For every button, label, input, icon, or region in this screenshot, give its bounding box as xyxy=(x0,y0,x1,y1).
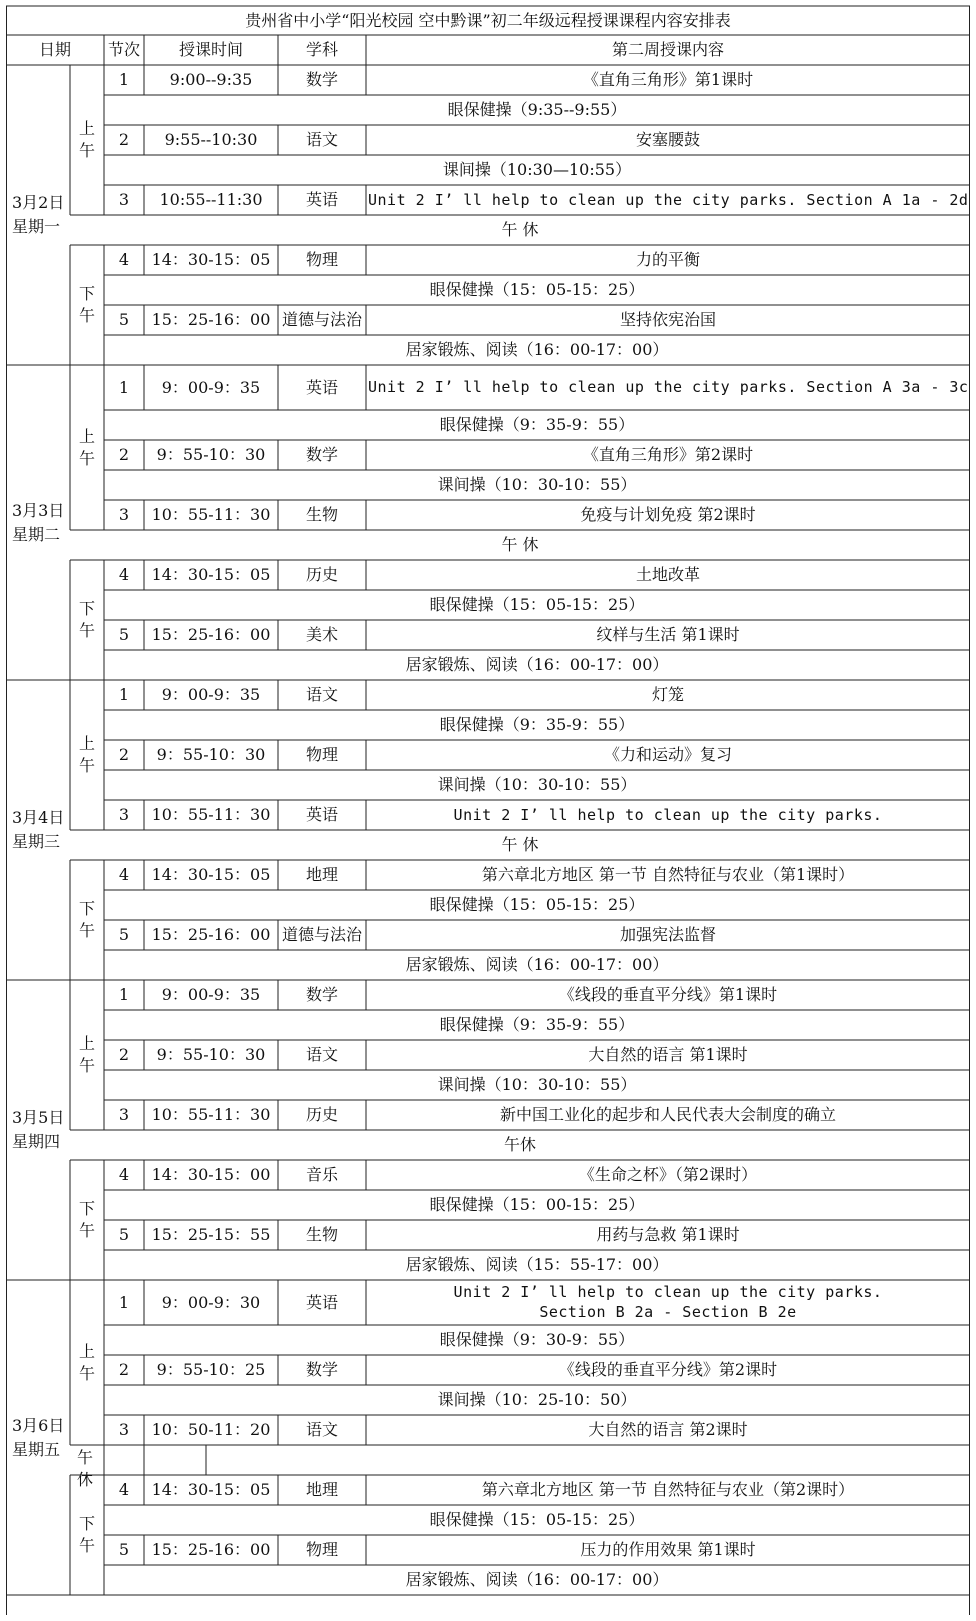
lesson-content: Unit 2 I’ ll help to clean up the city parks. xyxy=(453,806,883,824)
class-time: 9：55-10：30 xyxy=(156,745,266,764)
subject-name: 数学 xyxy=(305,985,338,1004)
day-date: 3月6日 xyxy=(12,1415,65,1435)
am-label: 上 午 xyxy=(78,119,95,160)
lesson-content: 《直角三角形》第1课时 xyxy=(582,70,754,89)
break-activity: 居家锻炼、阅读（15：55-17：00） xyxy=(405,1255,669,1274)
class-time: 10:55--11:30 xyxy=(159,190,263,209)
class-time: 9:55--10:30 xyxy=(164,130,258,149)
noon-break: 午 休 xyxy=(501,220,539,239)
lesson-content: Unit 2 I’ ll help to clean up the city parks. Section A 1a - 2d xyxy=(368,191,969,209)
header-subject: 学科 xyxy=(305,40,338,59)
subject-name: 道德与法治 xyxy=(281,310,362,329)
period-number: 1 xyxy=(118,985,130,1004)
lesson-content: 《线段的垂直平分线》第2课时 xyxy=(558,1360,778,1379)
period-number: 4 xyxy=(118,250,130,269)
break-activity: 眼保健操（9:35--9:55） xyxy=(447,100,627,119)
day-date: 3月2日 xyxy=(12,193,65,212)
subject-name: 音乐 xyxy=(305,1165,338,1184)
class-time: 10：50-11：20 xyxy=(151,1420,271,1439)
subject-name: 英语 xyxy=(305,190,338,209)
page-title: 贵州省中小学“阳光校园 空中黔课”初二年级远程授课课程内容安排表 xyxy=(245,11,731,30)
subject-name: 数学 xyxy=(305,445,338,464)
lesson-content: 第六章北方地区 第一节 自然特征与农业（第2课时） xyxy=(481,1480,855,1499)
lesson-content: 《线段的垂直平分线》第1课时 xyxy=(558,985,778,1004)
lesson-content: 坚持依宪治国 xyxy=(619,310,716,329)
class-time: 14：30-15：05 xyxy=(151,250,271,269)
subject-name: 语文 xyxy=(305,685,338,704)
subject-name: 英语 xyxy=(305,805,338,824)
period-number: 2 xyxy=(118,745,130,764)
period-number: 2 xyxy=(118,445,130,464)
period-number: 1 xyxy=(118,70,130,89)
class-time: 14：30-15：05 xyxy=(151,565,271,584)
day-date-label xyxy=(12,1106,64,1154)
class-time: 9：55-10：30 xyxy=(156,1045,266,1064)
lesson-content: Unit 2 I’ ll help to clean up the city parks. xyxy=(453,1283,883,1301)
lesson-content: 《力和运动》复习 xyxy=(603,745,732,764)
pm-label: 下 午 xyxy=(78,599,95,640)
noon-break: 午休 xyxy=(503,1135,536,1154)
period-number: 1 xyxy=(118,685,130,704)
day-date: 3月3日 xyxy=(12,500,65,520)
lesson-content: 免疫与计划免疫 第2课时 xyxy=(580,505,756,524)
am-label: 上 午 xyxy=(78,1034,95,1075)
period-number: 5 xyxy=(118,1540,130,1559)
break-activity: 课间操（10：30-10：55） xyxy=(437,475,637,494)
break-activity: 眼保健操（9：35-9：55） xyxy=(439,1015,635,1034)
lesson-content: 加强宪法监督 xyxy=(619,925,716,944)
break-activity: 眼保健操（9：30-9：55） xyxy=(439,1330,635,1349)
class-time: 15：25-15：55 xyxy=(151,1225,271,1244)
lesson-content-line2: Section B 2a - Section B 2e xyxy=(539,1303,797,1321)
schedule-sheet xyxy=(6,6,970,1615)
lesson-content: 压力的作用效果 第1课时 xyxy=(580,1540,756,1559)
class-time: 15：25-16：00 xyxy=(151,310,271,329)
lesson-content: 第六章北方地区 第一节 自然特征与农业（第1课时） xyxy=(481,865,855,884)
break-activity: 眼保健操（15：05-15：25） xyxy=(429,1510,645,1529)
subject-name: 语文 xyxy=(305,1420,338,1439)
noon-break-partial: 午 休 xyxy=(76,1448,93,1489)
class-time: 10：55-11：30 xyxy=(151,505,271,524)
class-time: 9：00-9：35 xyxy=(161,985,261,1004)
period-number: 2 xyxy=(118,1360,130,1379)
subject-name: 英语 xyxy=(305,378,338,397)
period-number: 3 xyxy=(118,1420,130,1439)
break-activity: 眼保健操（9：35-9：55） xyxy=(439,415,635,434)
am-label: 上 午 xyxy=(78,426,95,468)
period-number: 5 xyxy=(118,925,130,944)
break-activity: 眼保健操（15：05-15：25） xyxy=(429,895,645,914)
lesson-content: 《生命之杯》（第2课时） xyxy=(578,1165,758,1184)
period-number: 4 xyxy=(118,1480,130,1499)
break-activity: 课间操（10：30-10：55） xyxy=(437,1075,637,1094)
day-date-label xyxy=(12,1414,64,1462)
header-time: 授课时间 xyxy=(178,40,243,59)
break-activity: 居家锻炼、阅读（16：00-17：00） xyxy=(405,340,669,359)
class-time: 9:00--9:35 xyxy=(169,70,253,89)
period-number: 3 xyxy=(118,1105,130,1124)
lesson-content: 纹样与生活 第1课时 xyxy=(596,625,740,644)
header-date: 日期 xyxy=(38,40,71,59)
day-date: 3月5日 xyxy=(12,1108,65,1127)
subject-name: 历史 xyxy=(305,1105,338,1124)
day-date-label xyxy=(12,499,64,547)
subject-name: 数学 xyxy=(305,70,338,89)
lesson-content: 《直角三角形》第2课时 xyxy=(582,445,754,464)
subject-name: 道德与法治 xyxy=(281,925,362,944)
period-number: 5 xyxy=(118,1225,130,1244)
subject-name: 数学 xyxy=(305,1360,338,1379)
lesson-content: 新中国工业化的起步和人民代表大会制度的确立 xyxy=(499,1105,836,1124)
period-number: 3 xyxy=(118,190,130,209)
class-time: 14：30-15：05 xyxy=(151,865,271,884)
subject-name: 生物 xyxy=(305,505,338,524)
pm-label: 下 午 xyxy=(78,899,95,940)
lesson-content: 安塞腰鼓 xyxy=(635,130,700,149)
break-activity: 眼保健操（9：35-9：55） xyxy=(439,715,635,734)
break-activity: 课间操（10：30-10：55） xyxy=(437,775,637,794)
subject-name: 语文 xyxy=(305,1045,338,1064)
day-weekday: 星期三 xyxy=(12,832,61,851)
subject-name: 语文 xyxy=(305,130,338,149)
day-date: 3月4日 xyxy=(12,808,65,827)
subject-name: 物理 xyxy=(305,745,338,764)
subject-name: 地理 xyxy=(305,865,338,884)
break-activity: 课间操（10:30—10:55） xyxy=(442,160,632,179)
header-content: 第二周授课内容 xyxy=(611,40,724,59)
break-activity: 居家锻炼、阅读（16：00-17：00） xyxy=(405,1570,669,1589)
subject-name: 生物 xyxy=(305,1225,338,1244)
break-activity: 眼保健操（15：05-15：25） xyxy=(429,595,645,614)
class-time: 10：55-11：30 xyxy=(151,805,271,824)
class-time: 14：30-15：00 xyxy=(151,1165,271,1184)
class-time: 9：00-9：35 xyxy=(161,378,261,397)
break-activity: 居家锻炼、阅读（16：00-17：00） xyxy=(405,955,669,974)
class-time: 9：55-10：30 xyxy=(156,445,266,464)
break-activity: 眼保健操（15：05-15：25） xyxy=(429,280,645,299)
period-number: 4 xyxy=(118,1165,130,1184)
subject-name: 地理 xyxy=(305,1480,338,1499)
period-number: 5 xyxy=(118,625,130,644)
break-activity: 眼保健操（15：00-15：25） xyxy=(429,1195,645,1214)
period-number: 4 xyxy=(118,565,130,584)
period-number: 3 xyxy=(118,505,130,524)
am-label: 上 午 xyxy=(78,1341,95,1383)
lesson-content: 用药与急救 第1课时 xyxy=(596,1225,740,1244)
class-time: 15：25-16：00 xyxy=(151,625,271,644)
day-weekday: 星期五 xyxy=(12,1439,61,1459)
class-time: 14：30-15：05 xyxy=(151,1480,271,1499)
class-time: 10：55-11：30 xyxy=(151,1105,271,1124)
noon-break: 午 休 xyxy=(501,835,539,854)
subject-name: 物理 xyxy=(305,1540,338,1559)
break-activity: 课间操（10：25-10：50） xyxy=(437,1390,637,1409)
day-date-label xyxy=(12,191,64,239)
lesson-content: 灯笼 xyxy=(651,685,684,704)
subject-name: 物理 xyxy=(305,250,338,269)
day-weekday: 星期一 xyxy=(12,217,61,236)
period-number: 2 xyxy=(118,1045,130,1064)
pm-label: 下 午 xyxy=(78,1514,95,1555)
period-number: 1 xyxy=(118,1293,130,1312)
class-time: 9：55-10：25 xyxy=(156,1360,266,1379)
period-number: 3 xyxy=(118,805,130,824)
period-number: 2 xyxy=(118,130,130,149)
class-time: 9：00-9：30 xyxy=(161,1293,261,1312)
am-label: 上 午 xyxy=(78,734,95,775)
day-weekday: 星期四 xyxy=(12,1132,61,1151)
pm-label: 下 午 xyxy=(78,1199,95,1240)
pm-label: 下 午 xyxy=(78,284,95,325)
class-time: 15：25-16：00 xyxy=(151,1540,271,1559)
break-activity: 居家锻炼、阅读（16：00-17：00） xyxy=(405,655,669,674)
period-number: 1 xyxy=(118,378,130,397)
subject-name: 历史 xyxy=(305,565,338,584)
period-number: 4 xyxy=(118,865,130,884)
lesson-content: 大自然的语言 第1课时 xyxy=(588,1045,748,1064)
day-date-label xyxy=(12,806,64,854)
lesson-content: 力的平衡 xyxy=(635,250,700,269)
day-weekday: 星期二 xyxy=(12,524,61,544)
subject-name: 英语 xyxy=(305,1293,338,1312)
subject-name: 美术 xyxy=(305,625,338,644)
class-time: 9：00-9：35 xyxy=(161,685,261,704)
period-number: 5 xyxy=(118,310,130,329)
class-time: 15：25-16：00 xyxy=(151,925,271,944)
noon-break: 午 休 xyxy=(501,535,539,554)
lesson-content: Unit 2 I’ ll help to clean up the city parks. Section A 3a - 3c xyxy=(368,378,969,396)
lesson-content: 土地改革 xyxy=(635,565,700,584)
lesson-content: 大自然的语言 第2课时 xyxy=(588,1420,748,1439)
header-period: 节次 xyxy=(107,40,140,59)
